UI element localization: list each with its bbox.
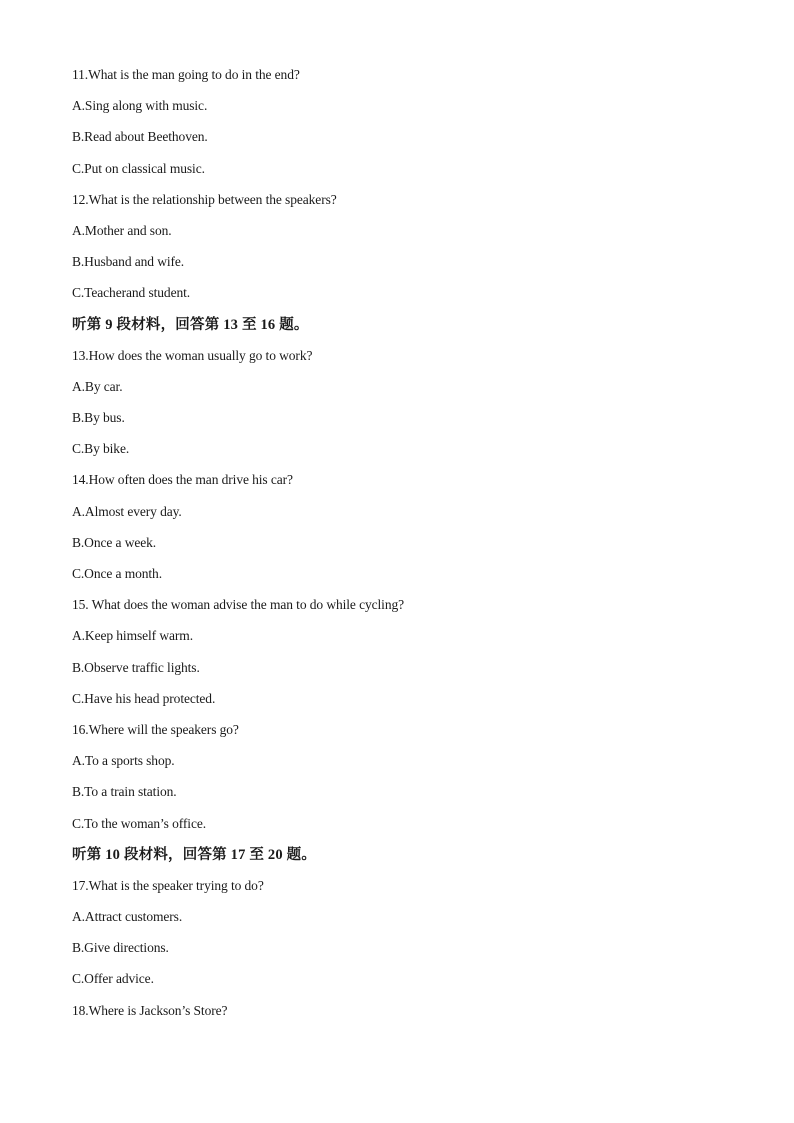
option-15-c: C.Have his head protected. bbox=[72, 690, 216, 706]
option-15-b: B.Observe traffic lights. bbox=[72, 659, 200, 675]
option-13-a: A.By car. bbox=[72, 378, 123, 394]
section-heading-9: 听第 9 段材料，回答第 13 至 16 题。 bbox=[72, 316, 309, 333]
option-11-b: B.Read about Beethoven. bbox=[72, 129, 208, 145]
question-15: 15. What does the woman advise the man to do while cycling? bbox=[72, 597, 405, 613]
option-14-c: C.Once a month. bbox=[72, 566, 162, 581]
question-18: 18.Where is Jackson’s Store? bbox=[72, 1002, 228, 1018]
option-11-a: A.Sing along with music. bbox=[72, 98, 208, 114]
question-16: 16.Where will the speakers go? bbox=[72, 721, 239, 737]
option-14-b: B.Once a week. bbox=[72, 534, 157, 550]
question-11: 11.What is the man going to do in the end? bbox=[72, 67, 300, 82]
question-17: 17.What is the speaker trying to do? bbox=[72, 877, 264, 893]
option-17-c: C.Offer advice. bbox=[72, 971, 154, 987]
question-12: 12.What is the relationship between the speakers? bbox=[72, 191, 337, 207]
question-14: 14.How often does the man drive his car? bbox=[72, 472, 293, 488]
option-16-c: C.To the woman’s office. bbox=[72, 815, 207, 831]
option-17-a: A.Attract customers. bbox=[72, 909, 183, 925]
option-12-c: C.Teacherand student. bbox=[72, 285, 191, 301]
option-16-b: B.To a train station. bbox=[72, 784, 177, 800]
option-11-c: C.Put on classical music. bbox=[72, 160, 205, 176]
option-13-c: C.By bike. bbox=[72, 441, 130, 457]
document-page bbox=[72, 64, 722, 1031]
option-15-a: A.Keep himself warm. bbox=[72, 628, 193, 644]
section-heading-10: 听第 10 段材料，回答第 17 至 20 题。 bbox=[72, 846, 317, 863]
question-13: 13.How does the woman usually go to work? bbox=[72, 347, 313, 363]
option-16-a: A.To a sports shop. bbox=[72, 753, 175, 769]
option-12-b: B.Husband and wife. bbox=[72, 254, 185, 270]
option-13-b: B.By bus. bbox=[72, 410, 125, 426]
option-14-a: A.Almost every day. bbox=[72, 503, 182, 519]
option-17-b: B.Give directions. bbox=[72, 940, 169, 956]
option-12-a: A.Mother and son. bbox=[72, 222, 172, 238]
